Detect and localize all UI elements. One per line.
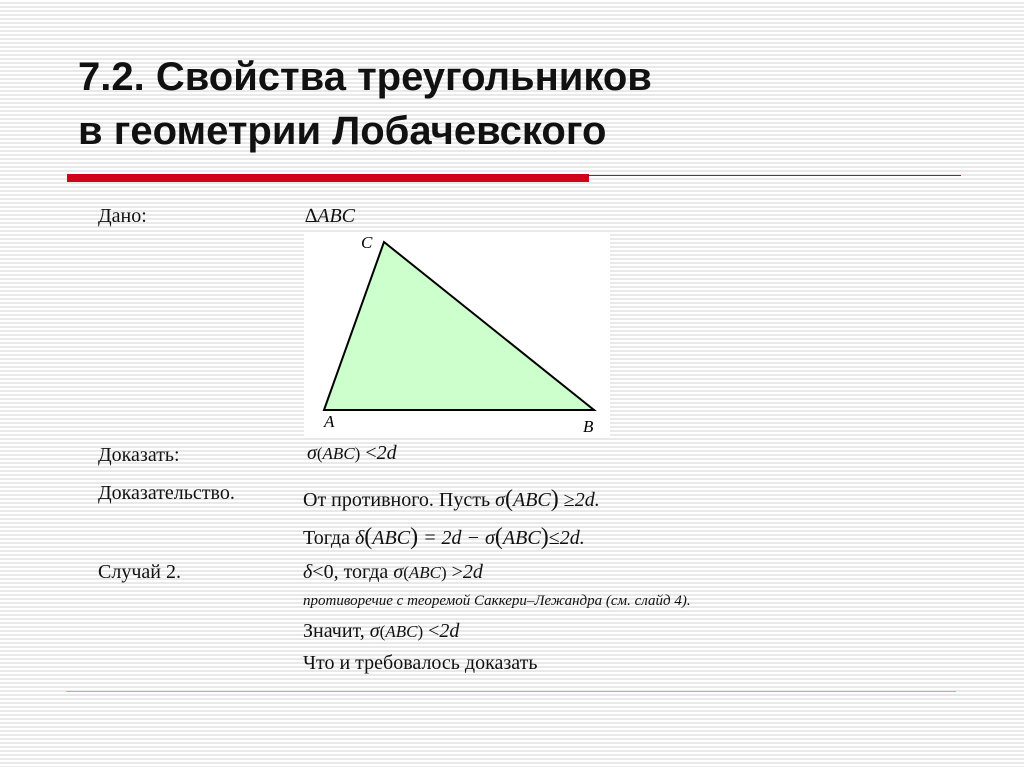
conclusion-arg: ABC <box>385 622 418 641</box>
qed-line: Что и требовалось доказать <box>303 652 538 674</box>
title-line-1: 7.2. Свойства треугольников <box>78 55 652 99</box>
slide-title <box>78 50 978 158</box>
proof-line-2-arg2: ABC <box>502 527 541 549</box>
case2-delta: δ <box>303 561 313 583</box>
given-label: Дано: <box>98 205 147 227</box>
title-underline-thin <box>589 175 961 176</box>
title-underline-bar <box>67 174 589 182</box>
triangle-svg <box>304 232 610 438</box>
proof-line-2-rhs: 2d. <box>559 527 585 549</box>
vertex-a-label: A <box>324 412 335 431</box>
proof-line-2: Тогда δ(ABC) = 2d − σ(ABC)≤2d. <box>303 524 585 550</box>
case2-line: δ<0, тогда σ(ABC) >2d <box>303 561 483 583</box>
vertex-b-label: B <box>583 417 594 436</box>
case2-rel: <0, тогда <box>312 561 389 583</box>
given-triangle-text: ∆ABC <box>305 205 356 227</box>
bottom-divider <box>66 691 956 692</box>
proof-line-2-mid: = 2d − σ <box>423 527 495 549</box>
proof-line-1-rel: ≥ <box>563 489 575 511</box>
proof-label: Доказательство. <box>98 482 235 504</box>
conclusion-text: Значит, <box>303 620 365 642</box>
prove-rhs: 2d <box>376 442 397 464</box>
proof-line-2-rel: ≤ <box>548 527 560 549</box>
triangle-abc-shape <box>324 242 594 410</box>
proof-line-1-text: От противного. Пусть <box>303 489 491 511</box>
contradiction-note: противоречие с теоремой Саккери–Лежандра (см. слайд 4). <box>303 593 691 609</box>
case2-rel2: > <box>451 561 463 583</box>
triangle-figure <box>304 232 610 438</box>
given-expression <box>305 205 355 228</box>
prove-expression: σ(ABC) <2d <box>307 442 397 464</box>
case2-sigma: σ <box>393 561 404 583</box>
proof-line-2-delta: δ <box>354 527 365 549</box>
conclusion-sigma: σ <box>369 620 380 642</box>
proof-line-1-sigma: σ <box>495 489 505 511</box>
case2-arg: ABC <box>408 563 441 582</box>
case2-rhs: 2d <box>462 561 483 583</box>
conclusion-rel: < <box>428 620 440 642</box>
title-line-2: в геометрии Лобачевского <box>78 109 607 153</box>
prove-label: Доказать: <box>98 444 180 466</box>
proof-line-1: От противного. Пусть σ(ABC) ≥2d. <box>303 486 600 512</box>
proof-line-2-arg: ABC <box>372 527 411 549</box>
conclusion-rhs: 2d <box>439 620 460 642</box>
case2-label: Случай 2. <box>98 561 181 583</box>
prove-sigma: σ <box>307 442 317 464</box>
conclusion-line: Значит, σ(ABC) <2d <box>303 620 460 642</box>
proof-line-2-text: Тогда <box>303 527 350 549</box>
vertex-c-label: C <box>361 233 373 252</box>
proof-line-1-arg: ABC <box>512 489 551 511</box>
proof-line-1-rhs: 2d. <box>574 489 600 511</box>
prove-arg: ABC <box>322 444 355 463</box>
prove-rel: < <box>365 442 377 464</box>
